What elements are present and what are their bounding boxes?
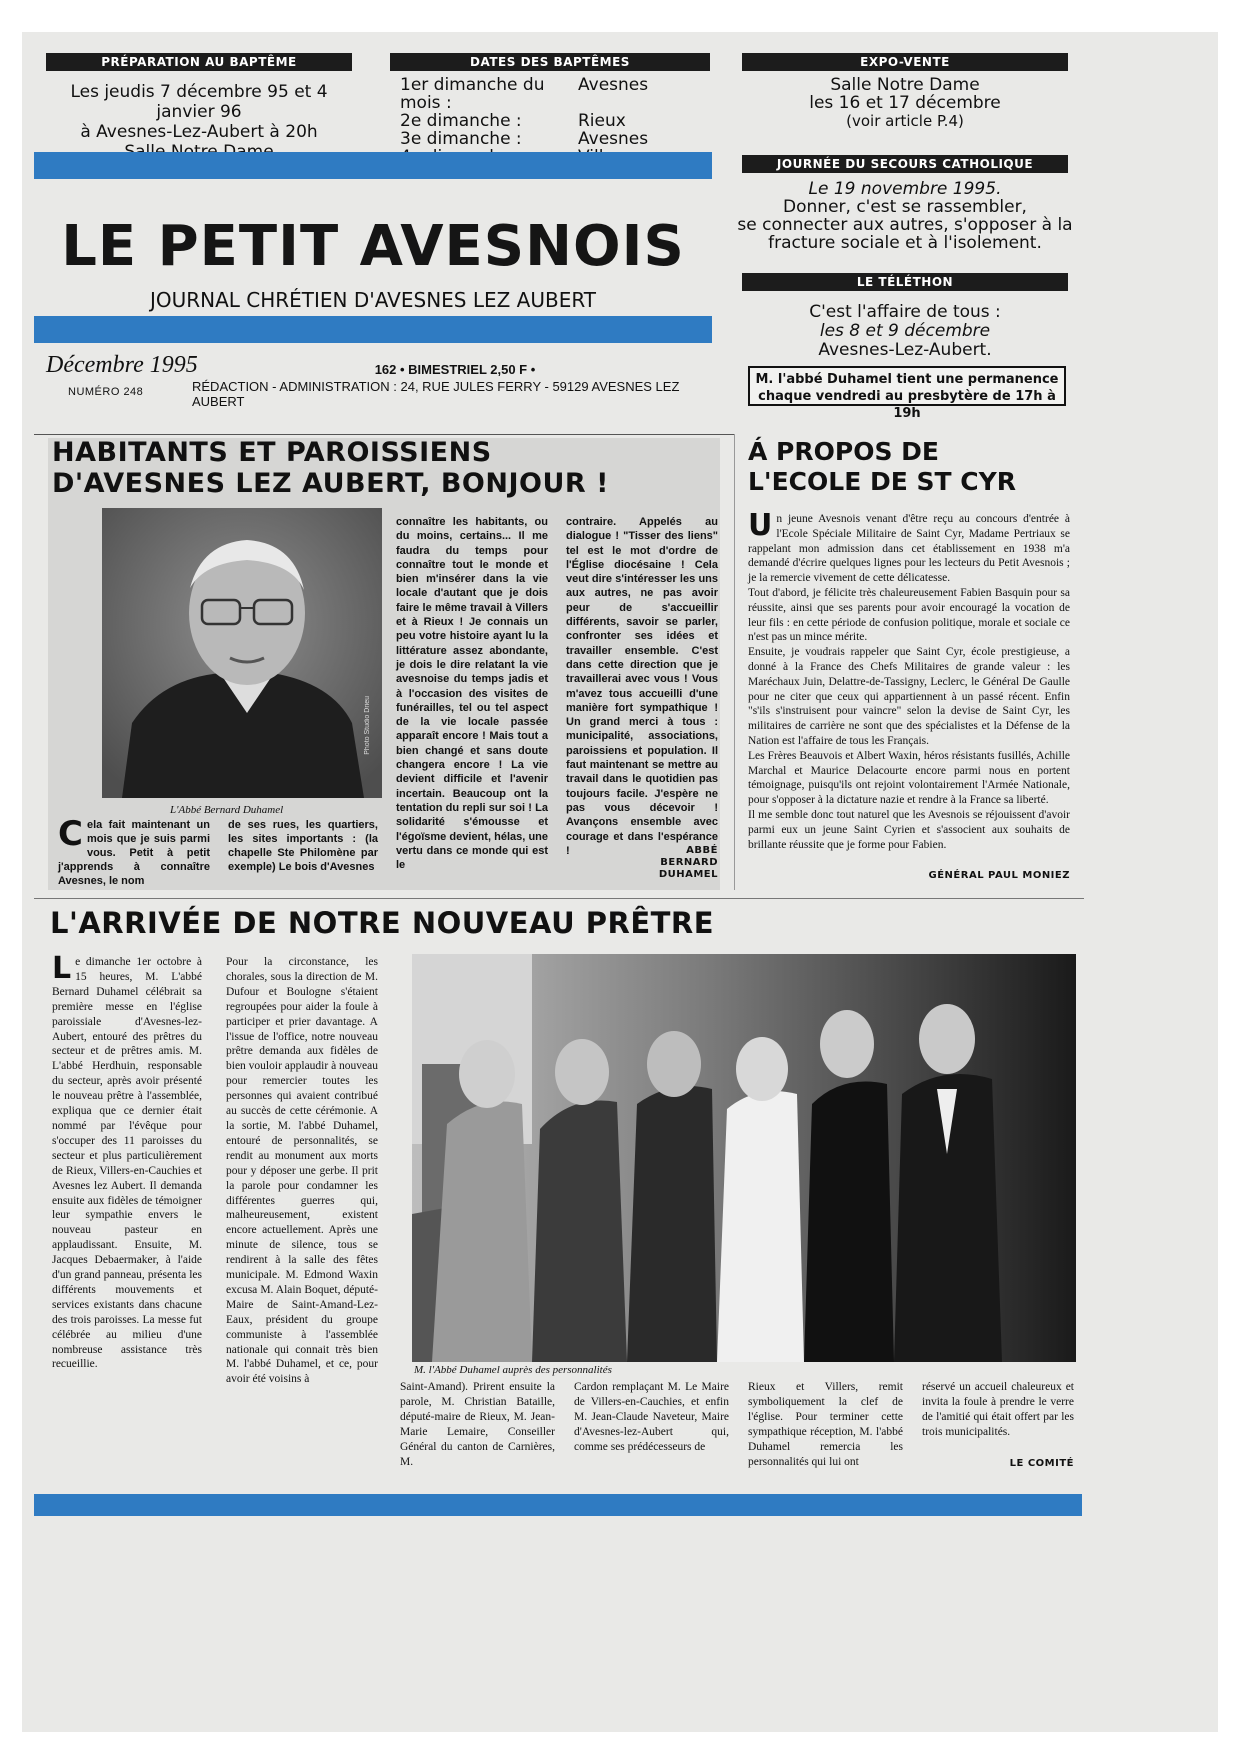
telethon-line: les 8 et 9 décembre [819, 321, 991, 341]
article1-col1: Cela fait maintenant un mois que je suis parmi vous. Petit à petit j'apprends à connaître Avesnes, le nom [58, 814, 210, 887]
dates-baptemes-title: DATES DES BAPTÊMES [390, 53, 710, 71]
article2-paragraph: Un jeune Avesnois venant d'être reçu au concours d'entrée à l'Ecole Spéciale Militaire de Saint Cyr, Madame Pertriaux se rappelant mon admission dans cet établissement en 1938 m'a demandé d'écrire quelques lignes pour les lecteurs du Petit Avesnois ; je la remercie vivement de cette délicatesse. [748, 508, 1070, 585]
rule [34, 434, 734, 435]
article2-paragraph: Tout d'abord, je félicite très chaleureusement Fabien Basquin pour sa réussite, ainsi que ses parents pour avoir encouragé la vocation de leur fils : en cette période de confusion politique, morale et sociale ce n'est pas un mince mérite. [748, 586, 1070, 644]
blue-band-footer [34, 1494, 1082, 1516]
article3-col4: Cardon remplaçant M. Le Maire de Villers-en-Cauchies, et enfin M. Jean-Claude Naveteur, Maire d'Avesnes-lez-Aubert qui, comme ses prédécesseurs de [574, 1381, 729, 1453]
article2-headline [748, 437, 1016, 497]
masthead-title: LE PETIT AVESNOIS [61, 214, 685, 279]
secours-line: Donner, c'est se rassembler, [783, 197, 1027, 217]
secours-line: fracture sociale et à l'isolement. [768, 233, 1042, 253]
article2-body [748, 508, 1070, 852]
dates-row: 3e dimanche : Avesnes [400, 129, 649, 149]
article1-signature: ABBÉ BERNARD DUHAMEL [658, 845, 718, 880]
headline-line: Á PROPOS DE [748, 437, 939, 466]
article3-col2: Pour la circonstance, les chorales, sous la direction de M. Dufour et Boulogne s'étaient regroupées pour aider la foule à participer et prier davantage. A l'issue de l'office, notre nouveau prêtre demanda aux fidèles de bien vouloir applaudir à nouveau pour remercier toutes les personnes qui avaient contribué au succès de cette cérémonie. A la sortie, M. l'abbé Duhamel, entouré de personnalités, se rendit au monument aux morts pour y déposer une gerbe. Il prit la parole pour condamner les différentes guerres qui, malheureusement, existent encore actuellement. Après une minute de silence, tous se rendirent à la salle des fêtes municipale. M. Edmond Waxin excusa M. Alain Boquet, député-Maire de Saint-Amand-Lez-Eaux, président du groupe communiste à l'assemblée nationale qui connait très bien M. l'abbé Duhamel, et ce, pour avoir été voisins à [226, 956, 379, 1386]
blue-band-bottom [34, 316, 712, 343]
secours-box [736, 180, 1074, 252]
issue-date: Décembre 1995 [46, 352, 198, 378]
bapteme-prep-line: Les jeudis 7 décembre 95 et 4 janvier 96 [70, 82, 328, 122]
permanence-box [748, 366, 1066, 421]
expo-vente-box [742, 76, 1068, 130]
article1-headline [52, 437, 609, 499]
article3-col1: Le dimanche 1er octobre à 15 heures, M. L'abbé Bernard Duhamel célébrait sa première messe en l'église paroissiale d'Avesnes-lez-Aubert, entouré des prêtres du secteur et de prêtres amis. M. L'abbé Herdhuin, responsable du secteur, après avoir présenté le nouveau prêtre à l'assemblée, expliqua que ce dernier était nommé par l'évêque pour s'occuper des 11 paroisses du secteur et plus particulièrement de Rieux, Villers-en-Cauchies et Avesnes lez Aubert. Il demanda ensuite aux fidèles de témoigner leur sympathie envers le nouveau pasteur en applaudissant. Ensuite, M. Jacques Debaermaker, à l'aide d'un grand panneau, présenta les différents mouvements et services existants dans chacune des trois paroisses. La messe fut célébrée au milieu d'une nombreuse assistance très recueillie. [52, 951, 202, 1371]
article2-paragraph: Il me semble donc tout naturel que les Avesnois se réjouissent d'avoir parmi eux un jeune Saint Cyrien et s'associent aux souhaits de brillante réussite que je forme pour Fabien. [748, 808, 1070, 851]
telethon-box [742, 303, 1068, 360]
dates-row: 2e dimanche : Rieux [400, 111, 626, 131]
personalities-photo [412, 954, 1076, 1362]
expo-vente-title: EXPO-VENTE [742, 53, 1068, 71]
telethon-line: Avesnes-Lez-Aubert. [818, 340, 992, 360]
price-line: 162 • BIMESTRIEL 2,50 F • [374, 362, 536, 377]
blue-band-top [34, 152, 712, 179]
article2-paragraph: Les Frères Beauvois et Albert Waxin, héros résistants fusillés, Achille Marchal et Maurice Delacourte encore parmi nous en portent témoignage, puisqu'ils ont rejoint volontairement l'Armée Nationale, pour s'opposer à la dictature nazie et rendre à la France sa liberté. [748, 749, 1070, 807]
dates-row: 1er dimanche du mois : Avesnes [400, 75, 649, 113]
article3-col3: Saint-Amand). Prirent ensuite la parole, M. Christian Bataille, député-maire de Rieux, M. Jean-Marie Lemaire, Conseiller Général du canton de Carnières, M. [400, 1381, 555, 1468]
headline-line: HABITANTS ET PAROISSIENS [52, 437, 492, 468]
article2-signature: GÉNÉRAL PAUL MONIEZ [928, 870, 1070, 881]
telethon-line: C'est l'affaire de tous : [809, 302, 1001, 322]
bapteme-prep-title: PRÉPARATION AU BAPTÊME [46, 53, 352, 71]
dropcap: L [52, 951, 72, 986]
bapteme-prep-line: à Avesnes-Lez-Aubert à 20h [80, 122, 318, 142]
issue-number: NUMÉRO 248 [68, 386, 144, 398]
article1-col2: de ses rues, les quartiers, les sites importants : (la chapelle Ste Philomène par exemple) Le bois d'Avesnes [228, 819, 378, 873]
telethon-title: LE TÉLÉTHON [742, 273, 1068, 291]
expo-line: (voir article P.4) [846, 112, 964, 130]
masthead-subtitle: JOURNAL CHRÉTIEN D'AVESNES LEZ AUBERT [149, 288, 597, 312]
headline-line: D'AVESNES LEZ AUBERT, BONJOUR ! [52, 468, 609, 499]
column-divider [734, 434, 735, 890]
article3-col5: Rieux et Villers, remit symboliquement la clef de l'église. Pour terminer cette sympathique réception, M. l'abbé Duhamel remercia les personnalités qui lui ont [748, 1381, 903, 1468]
headline-line: L'ECOLE DE ST CYR [748, 467, 1016, 496]
secours-line: Le 19 novembre 1995. [808, 179, 1002, 199]
bapteme-prep-box [40, 82, 358, 162]
expo-line: les 16 et 17 décembre [809, 93, 1001, 113]
secours-line: se connecter aux autres, s'opposer à la [737, 215, 1073, 235]
article3-col6: réservé un accueil chaleureux et invita la foule à prendre le verre de l'amitié qui était offert par les trois municipalités. [922, 1381, 1074, 1438]
article1-col3: connaître les habitants, ou du moins, certains... Il me faudra du temps pour connaître tout le monde et bien m'insérer dans la vie locale d'autant que je dois faire le même travail à Villers et à Rieux ! Je connais un peu votre histoire ayant lu la littérature assez abondante, je dois le dire relatant la vie avesnoise du temps jadis et à l'occasion des visites de funérailles, tel ou tel aspect de la vie locale passée apparaît encore ! Mais tout a bien changé et sans doute changera encore ! La vie devient difficile et l'avenir incertain. Beaucoup ont la tentation du repli sur soi ! La solidarité s'émousse et l'égoïsme devient, hélas, une vertu dans ce monde qui est le [396, 516, 548, 872]
permanence-line: M. l'abbé Duhamel tient une permanence [755, 372, 1059, 387]
permanence-line: chaque vendredi au presbytère de 17h à 19h [758, 389, 1056, 421]
photo-credit: Photo Studio Drieu [364, 696, 371, 755]
dropcap: C [58, 814, 83, 854]
secours-title: JOURNÉE DU SECOURS CATHOLIQUE [742, 155, 1068, 173]
dropcap: U [748, 508, 773, 543]
expo-line: Salle Notre Dame [830, 75, 980, 95]
portrait-caption: L'Abbé Bernard Duhamel [170, 804, 284, 816]
article1-col4: contraire. Appelés au dialogue ! "Tisser des liens" tel est le mot d'ordre de l'Église diocésaine ! Cela veut dire s'intéresser les uns aux autres, ne pas avoir peur de s'accueillir différents, savoir se parler, confronter ses idées et travailler ensemble. C'est dans cette direction que je travaillerai avec vous ! Vous m'avez tous accueilli d'une manière fort sympathique ! Un grand merci à tous : municipalité, associations, paroissiens et population. Il faut maintenant se mettre au travail dans le quotidien pas toujours facile. J'espère ne pas vous décevoir ! Avançons ensemble avec courage et dans l'espérance ! [566, 516, 718, 857]
article3-headline: L'ARRIVÉE DE NOTRE NOUVEAU PRÊTRE [50, 906, 715, 940]
personalities-caption: M. l'Abbé Duhamel auprès des personnalités [414, 1364, 612, 1376]
group-image [412, 954, 1076, 1362]
portrait-image [102, 508, 382, 798]
rule [34, 898, 1084, 899]
abbe-portrait-photo [102, 508, 382, 798]
address-line: RÉDACTION - ADMINISTRATION : 24, RUE JULES FERRY - 59129 AVESNES LEZ AUBERT [192, 379, 680, 409]
article3-signature: LE COMITÉ [1009, 1458, 1074, 1469]
article2-paragraph: Ensuite, je voudrais rappeler que Saint Cyr, école prestigieuse, a donné à la France des Chefs Militaires de grande valeur : les Maréchaux Juin, Delattre-de-Tassigny, Leclerc, le Général De Gaulle pour ne citer que ceux qui appartiennent à un passé récent. Enfin "s'ils s'instruisent pour vaincre" selon la devise de Saint Cyr, les militaires de carrière ne sont que des spécialistes et la Défense de la Nation est l'affaire de tous les Français. [748, 646, 1070, 747]
